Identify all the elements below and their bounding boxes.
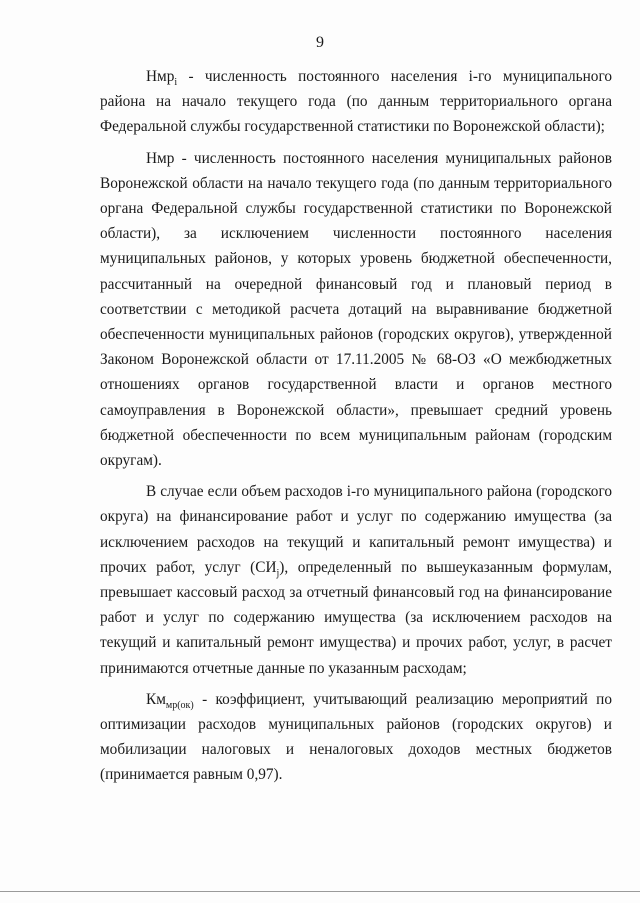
term-km: Км xyxy=(146,690,166,708)
paragraph-km-coefficient xyxy=(100,687,612,788)
term-nmr-i: Нмр xyxy=(146,68,175,85)
definition-nmr-i: - численность постоянного населения i-го муниципального района на начало текущего года (по данным территориального органа Федеральной службы государственной статистики по Воронежской области); xyxy=(100,68,612,136)
body-text xyxy=(100,64,612,788)
definition-km: - коэффициент, учитывающий реализацию мероприятий по оптимизации расходов муниципальных районов (городских округов) и мобилизации налоговых и неналоговых доходов местных бюджетов (принимается равным 0,97). xyxy=(100,690,612,784)
definition-nmr: - численность постоянного населения муниципальных районов Воронежской области на начало текущего года (по данным территориального органа Федеральной службы государственной статистики по Воронежской области), за исключением численности постоянного населения муниципальных районов, у которых уровень бюджетной обеспеченности, рассчитанный на очередной финансовый год и плановый период в соответствии с методикой расчета дотаций на выравнивание бюджетной обеспеченности муниципальных районов (городских округов), утвержденной Законом Воронежской области от 17.11.2005 № 68-ОЗ «О межбюджетных отношениях органов государственной власти и органов местного самоуправления в Воронежской области», превышает средний уровень бюджетной обеспеченности по всем муниципальным районам (городским округам). xyxy=(100,149,612,470)
term-nmr: Нмр xyxy=(146,149,175,167)
paragraph-nmr xyxy=(100,146,612,474)
si-subscript: j xyxy=(276,567,280,579)
scan-bottom-edge xyxy=(0,891,640,892)
expenses-condition-text-2: ), определенный по вышеуказанным формулам, превышает кассовый расход за отчетный финансовый год на финансирование работ и услуг по содержанию имущества (за исключением расходов на текущий и капитальный ремонт имущества) и прочих работ, услуг, в расчет принимаются отчетные данные по указанным расходам; xyxy=(100,558,612,677)
paragraph-expenses-condition xyxy=(100,479,612,681)
page-number: 9 xyxy=(316,34,324,51)
expenses-condition-text-1: В случае если объем расходов i-го муниципального района (городского округа) на финансирование работ и услуг по содержанию имущества (за исключением расходов на текущий и капитальный ремонт имущества) и прочих работ, услуг (СИ xyxy=(100,483,612,576)
paragraph-nmr-i xyxy=(100,64,612,140)
term-nmr-i-subscript: i xyxy=(174,77,178,89)
term-km-subscript: мр(ок) xyxy=(165,699,194,711)
